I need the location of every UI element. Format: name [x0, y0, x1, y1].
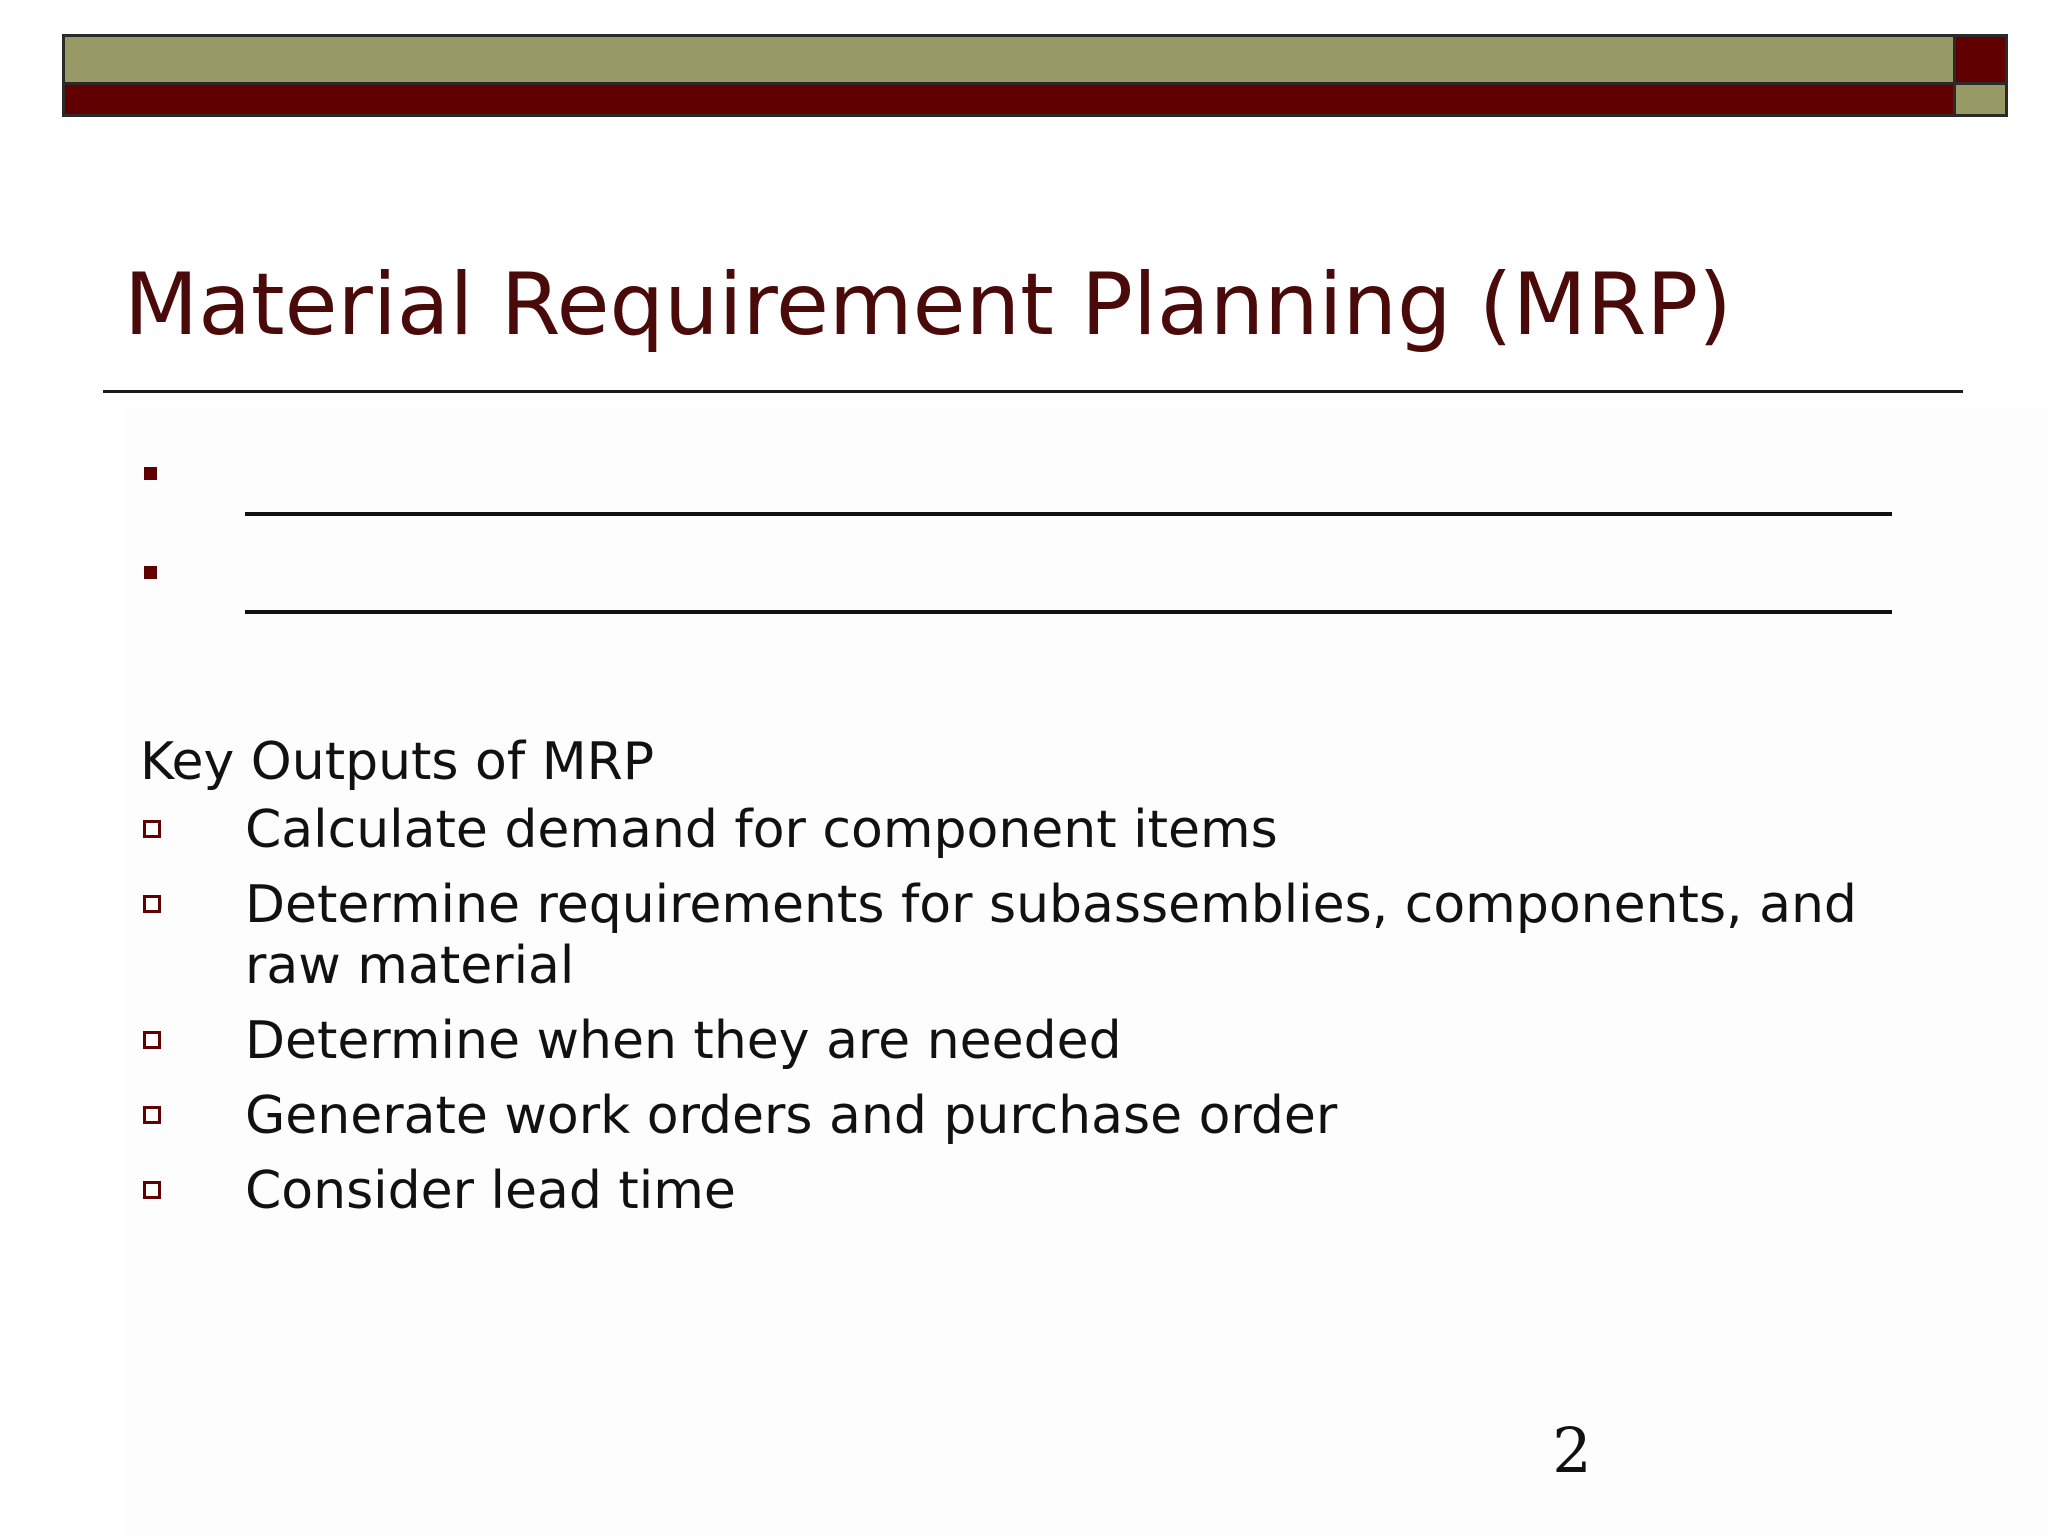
section-heading: Key Outputs of MRP	[140, 732, 655, 792]
hollow-square-bullet-icon	[143, 1106, 161, 1124]
list-item	[0, 875, 2048, 997]
list-item-text: Calculate demand for component items	[245, 800, 1278, 860]
header-band-olive	[62, 34, 1956, 85]
header-corner-olive	[1956, 85, 2008, 117]
square-bullet-icon	[144, 566, 157, 579]
list-item	[0, 1161, 2048, 1222]
header-band-maroon	[62, 85, 1956, 117]
blank-bullet-item	[0, 560, 2048, 620]
page-number: 2	[1552, 1414, 1592, 1487]
list-item-text: Determine requirements for subassemblies, components, and raw material	[245, 875, 1857, 996]
title-divider	[103, 390, 1963, 393]
list-item	[0, 1011, 2048, 1072]
hollow-square-bullet-icon	[143, 895, 161, 913]
fill-in-blank-line	[245, 610, 1892, 614]
key-outputs-list	[0, 800, 2048, 1236]
hollow-square-bullet-icon	[143, 1031, 161, 1049]
list-item	[0, 1086, 2048, 1147]
square-bullet-icon	[144, 467, 157, 480]
blank-bullet-item	[0, 462, 2048, 522]
list-item	[0, 800, 2048, 861]
fill-in-blank-line	[245, 512, 1892, 516]
hollow-square-bullet-icon	[143, 820, 161, 838]
slide-title: Material Requirement Planning (MRP)	[124, 255, 1732, 355]
list-item-text: Consider lead time	[245, 1161, 736, 1221]
header-corner-maroon	[1956, 34, 2008, 85]
hollow-square-bullet-icon	[143, 1181, 161, 1199]
list-item-text: Generate work orders and purchase order	[245, 1086, 1338, 1146]
list-item-text: Determine when they are needed	[245, 1011, 1122, 1071]
